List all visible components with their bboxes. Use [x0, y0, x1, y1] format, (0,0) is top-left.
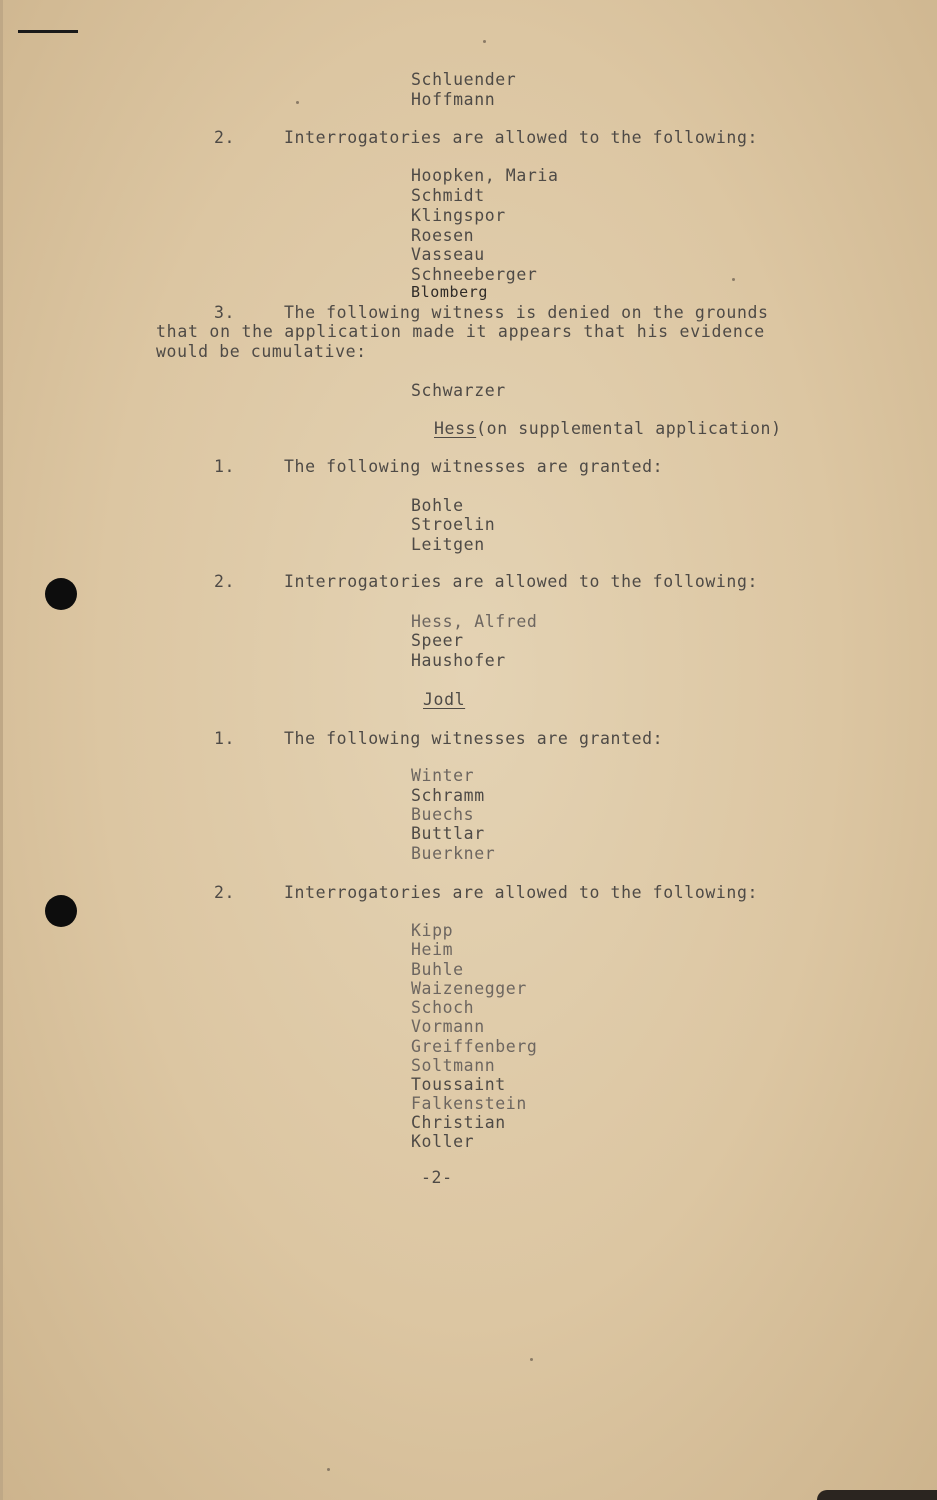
- name-entry: Schramm: [411, 786, 485, 805]
- name-entry: Toussaint: [411, 1075, 506, 1094]
- name-entry: Buhle: [411, 960, 464, 979]
- interrogatories-heading: Interrogatories are allowed to the following:: [284, 883, 759, 902]
- defendant-heading: [434, 419, 782, 438]
- name-entry: Schwarzer: [411, 381, 506, 400]
- granted-heading: The following witnesses are granted:: [284, 729, 664, 748]
- name-entry: Heim: [411, 940, 454, 959]
- name-entry: Schmidt: [411, 186, 485, 205]
- name-entry: Koller: [411, 1132, 475, 1151]
- item-number: 2.: [214, 883, 236, 902]
- item-number: 2.: [214, 572, 236, 591]
- page-number: -2-: [421, 1168, 453, 1187]
- paper-speck: [530, 1358, 533, 1361]
- name-entry: Waizenegger: [411, 979, 527, 998]
- paragraph-line: The following witness is denied on the grounds: [284, 303, 769, 322]
- name-entry: Schneeberger: [411, 265, 538, 284]
- name-entry: Hoopken, Maria: [411, 166, 559, 185]
- name-entry: Buerkner: [411, 844, 496, 863]
- item-number: 3.: [214, 303, 236, 322]
- header-name-1: Schluender: [411, 70, 517, 89]
- defendant-note: (on supplemental application): [476, 419, 782, 438]
- name-entry: Buttlar: [411, 824, 485, 843]
- paper-speck: [327, 1468, 330, 1471]
- item-number: 1.: [214, 729, 236, 748]
- name-entry: Roesen: [411, 226, 475, 245]
- name-entry: Greiffenberg: [411, 1037, 538, 1056]
- name-entry: Buechs: [411, 805, 475, 824]
- interrogatories-heading: Interrogatories are allowed to the following:: [284, 128, 759, 147]
- defendant-name: Hess: [434, 419, 477, 438]
- name-entry: Klingspor: [411, 206, 506, 225]
- name-entry: Vormann: [411, 1017, 485, 1036]
- interrogatories-heading: Interrogatories are allowed to the following:: [284, 572, 759, 591]
- name-entry: Hess, Alfred: [411, 612, 538, 631]
- name-entry: Falkenstein: [411, 1094, 527, 1113]
- paper-speck: [296, 101, 299, 104]
- paper-speck: [483, 40, 486, 43]
- punch-hole-top: [45, 578, 77, 610]
- name-entry: Stroelin: [411, 515, 496, 534]
- name-entry: Blomberg: [411, 283, 489, 301]
- paper-speck: [732, 278, 735, 281]
- item-number: 1.: [214, 457, 236, 476]
- name-entry: Haushofer: [411, 651, 506, 670]
- defendant-name: Jodl: [423, 690, 466, 709]
- name-entry: Christian: [411, 1113, 506, 1132]
- name-entry: Vasseau: [411, 245, 485, 264]
- name-entry: Schoch: [411, 998, 475, 1017]
- page-corner-shadow: [817, 1490, 937, 1500]
- punch-hole-bottom: [45, 895, 77, 927]
- item-number: 2.: [214, 128, 236, 147]
- paragraph-line: would be cumulative:: [156, 342, 367, 361]
- paper-edge: [0, 0, 3, 1500]
- name-entry: Leitgen: [411, 535, 485, 554]
- name-entry: Kipp: [411, 921, 454, 940]
- name-entry: Speer: [411, 631, 464, 650]
- granted-heading: The following witnesses are granted:: [284, 457, 664, 476]
- paragraph-line: that on the application made it appears that his evidence: [156, 322, 765, 341]
- name-entry: Winter: [411, 766, 475, 785]
- pen-mark: [18, 30, 78, 33]
- header-name-2: Hoffmann: [411, 90, 496, 109]
- name-entry: Bohle: [411, 496, 464, 515]
- name-entry: Soltmann: [411, 1056, 496, 1075]
